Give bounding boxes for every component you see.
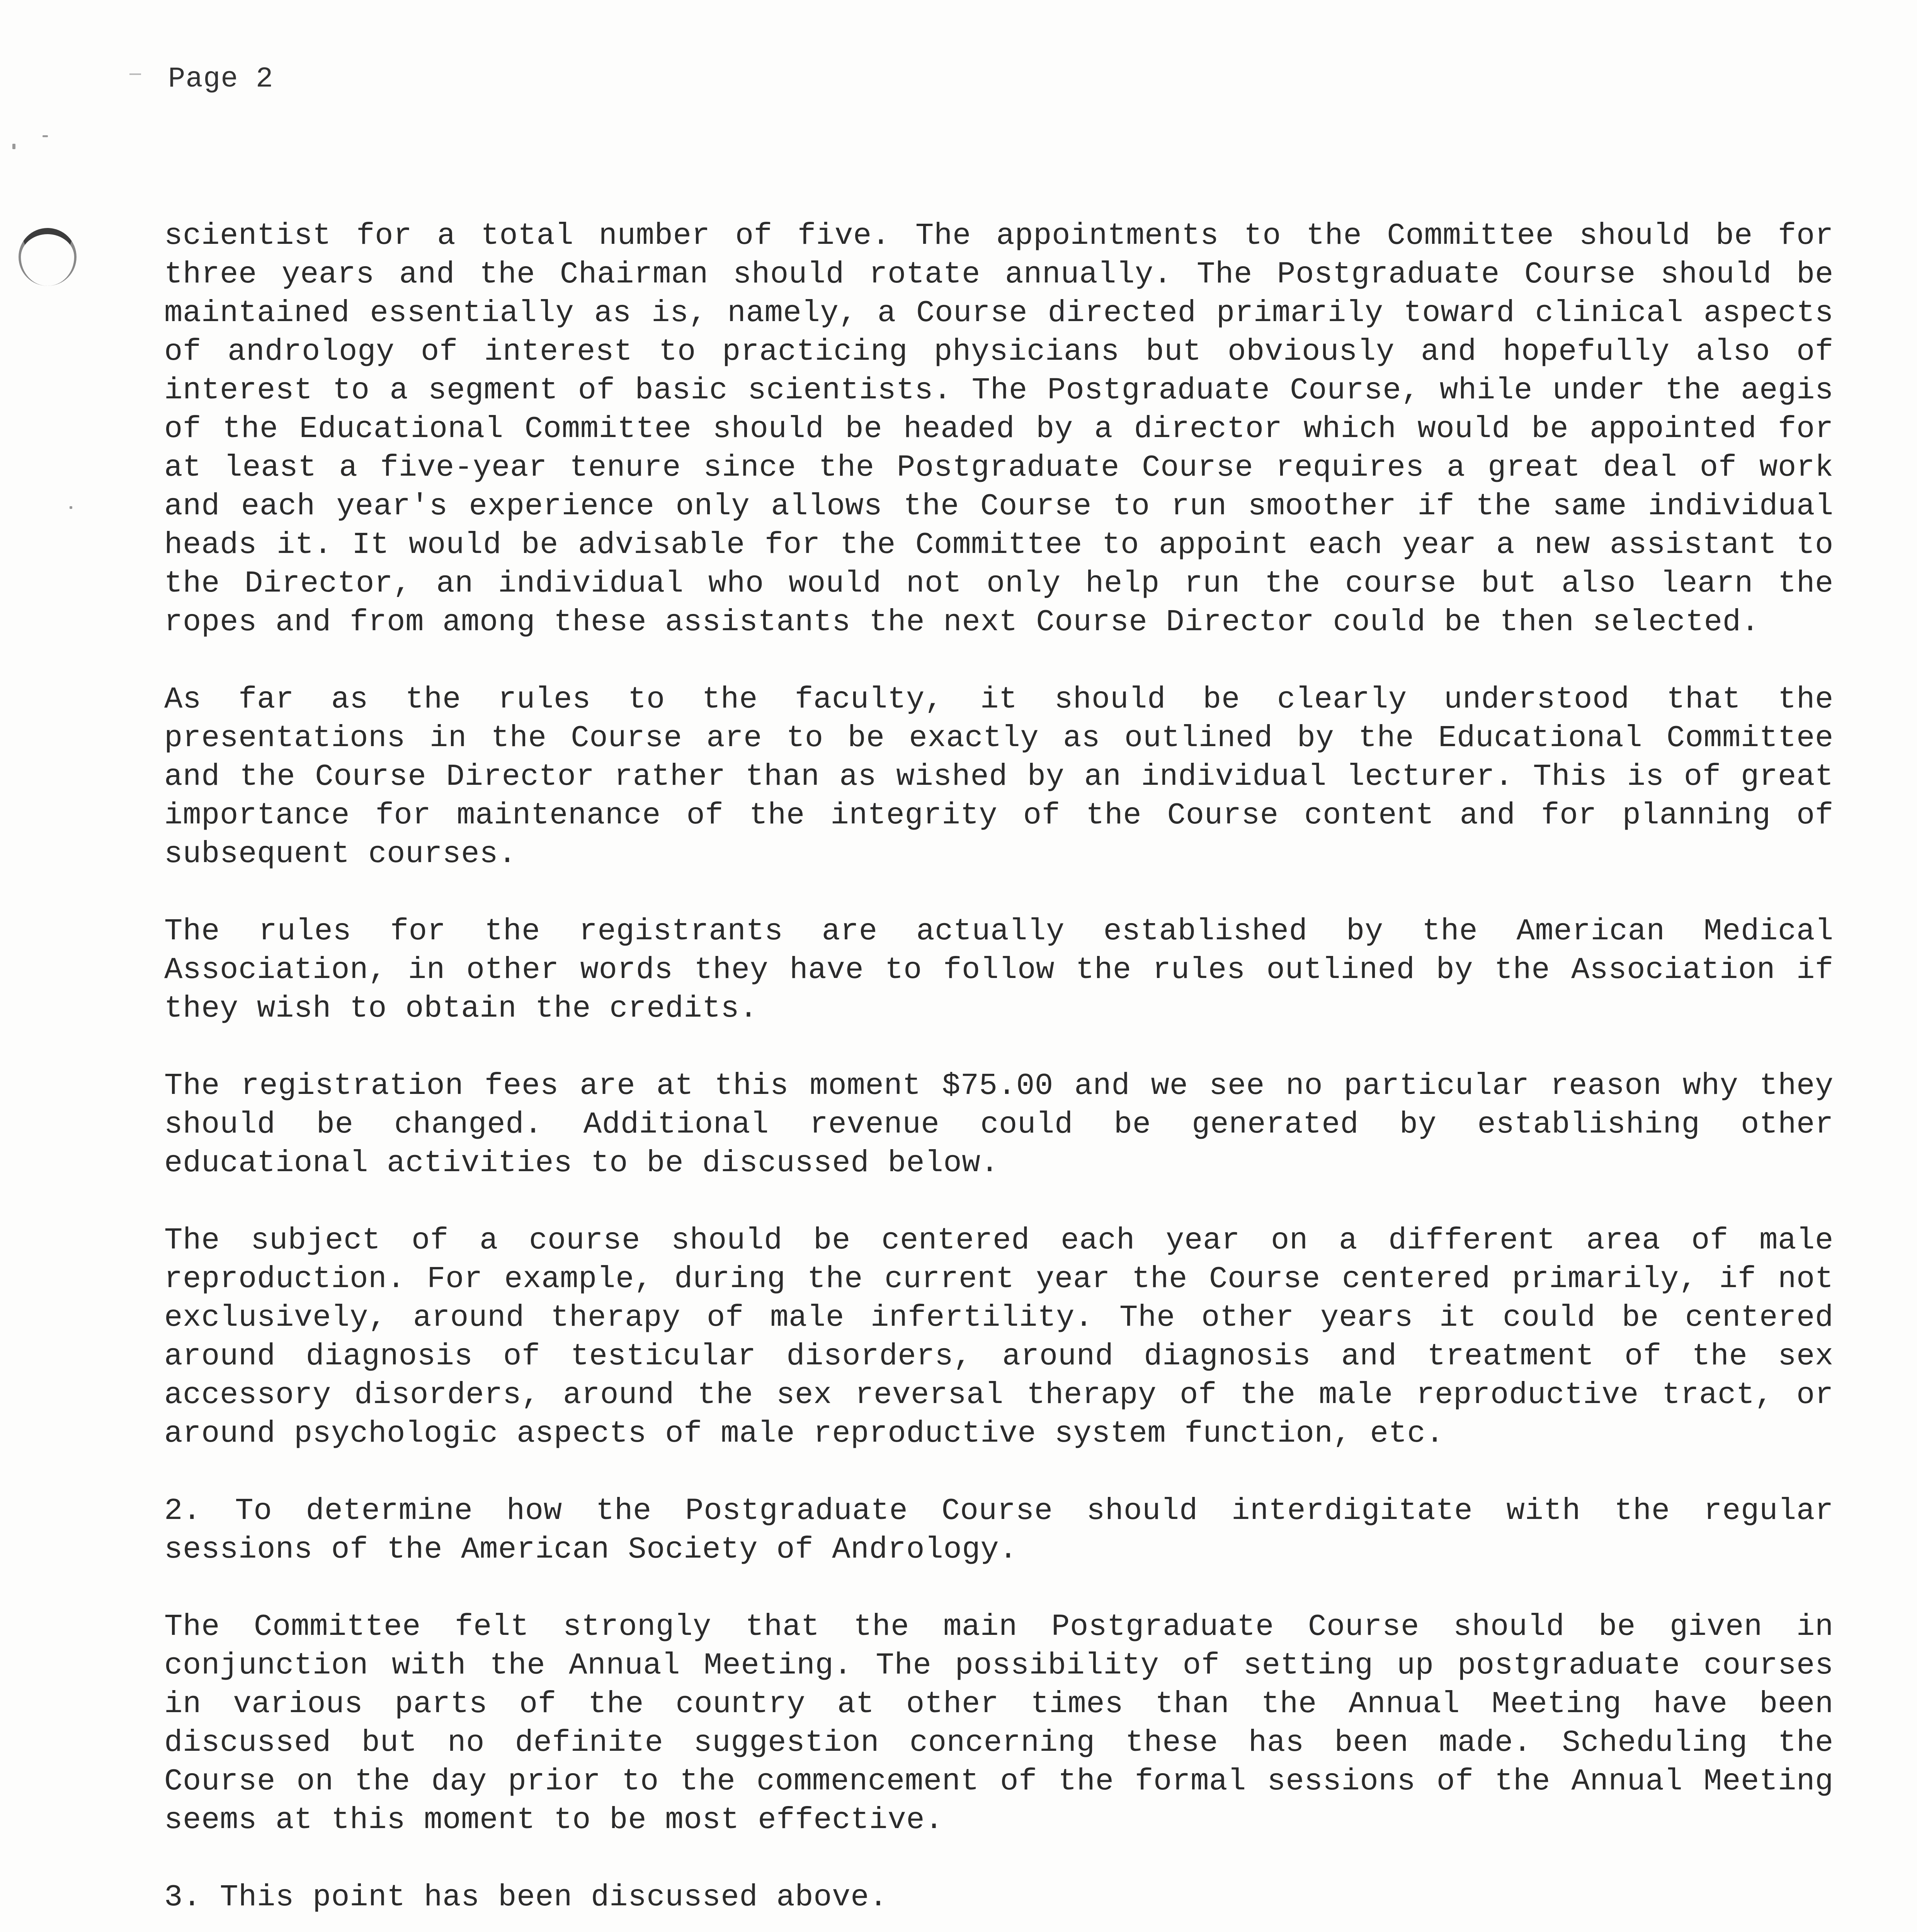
page-number-header: Page 2	[168, 63, 274, 95]
scan-speck	[43, 135, 48, 137]
paragraph-item-3: 3. This point has been discussed above.	[164, 1880, 888, 1915]
paragraph-course-subject: The subject of a course should be centered each year on a different area of male reproduction. For example, during the current year the Course centered primarily, if not exclusively, around therapy of male infertility. The other years it could be centered around diagnosis of testicular disorders, around diagnosis and treatment of the sex accessory disorders, around the sex reversal therapy of the male reproductive tract, or around psychologic aspects of male reproductive system function, etc.	[164, 1223, 1834, 1451]
letter-body	[164, 216, 1834, 1932]
binder-hole-top	[19, 228, 77, 286]
paragraph-faculty-rules: As far as the rules to the faculty, it should be clearly understood that the presentations in the Course are to be exactly as outlined by the Educational Committee and the Course Director rather than as wished by an individual lecturer. This is of great importance for maintenance of the integrity of the Course content and for planning of subsequent courses.	[164, 682, 1834, 871]
scan-speck	[12, 144, 15, 149]
paragraph-annual-meeting: The Committee felt strongly that the main Postgraduate Course should be given in conjunction with the Annual Meeting. The possibility of setting up postgraduate courses in various parts of the country at other times than the Annual Meeting have been discussed but no definite suggestion concerning these has been made. Scheduling the Course on the day prior to the commencement of the formal sessions of the Annual Meeting seems at this moment to be most effective.	[164, 1609, 1834, 1837]
paragraph-registrant-rules: The rules for the registrants are actually established by the American Medical Association, in other words they have to follow the rules outlined by the Association if they wish to obtain the credits.	[164, 914, 1834, 1026]
scan-speck	[70, 506, 72, 509]
paragraph-item-2: 2. To determine how the Postgraduate Course should interdigitate with the regular sessions of the American Society of Andrology.	[164, 1493, 1834, 1567]
paragraph-committee-structure: scientist for a total number of five. The appointments to the Committee should be for three years and the Chairman should rotate annually. The Postgraduate Course should be maintained essentially as is, namely, a Course directed primarily toward clinical aspects of andrology of interest to practicing physicians but obviously and hopefully also of interest to a segment of basic scientists. The Postgraduate Course, while under the aegis of the Educational Committee should be headed by a director which would be appointed for at least a five-year tenure since the Postgraduate Course requires a great deal of work and each year's experience only allows the Course to run smoother if the same individual heads it. It would be advisable for the Committee to appoint each year a new assistant to the Director, an individual who would not only help run the course but also learn the ropes and from among these assistants the next Course Director could be then selected.	[164, 218, 1834, 639]
header-mark	[129, 73, 141, 75]
paragraph-registration-fees: The registration fees are at this moment $75.00 and we see no particular reason why they should be changed. Additional revenue could be generated by establishing other educational activities to be discussed below.	[164, 1068, 1834, 1180]
